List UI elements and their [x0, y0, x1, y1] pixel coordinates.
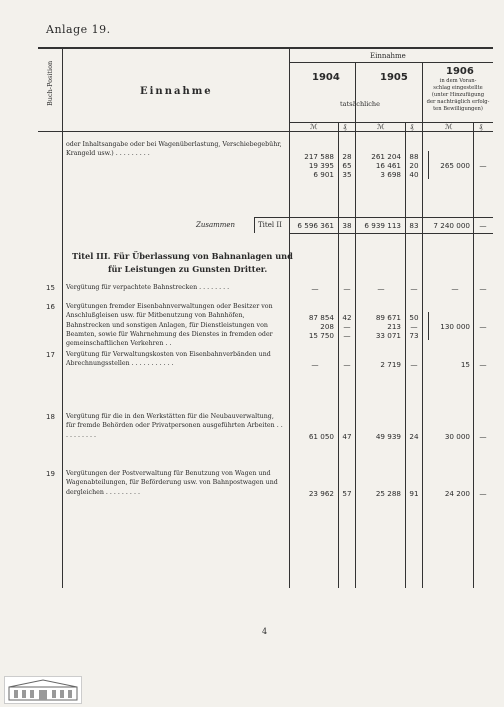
row-19-1904: 23 962	[308, 489, 334, 498]
row-19-1905: 25 288	[375, 489, 401, 498]
row-16-1905-a: 89 671	[375, 313, 401, 322]
row-16-1905-pf-a: 50	[409, 313, 419, 322]
zusammen-top-rule	[254, 217, 493, 218]
row-19-1904-pf: 57	[342, 489, 352, 498]
col-1904-pf-rule	[338, 122, 339, 588]
year-1906-header: 1906	[446, 66, 474, 77]
row-16-1905-pf-b: —	[410, 322, 418, 331]
row-18-1906: 30 000	[444, 432, 470, 441]
library-logo	[4, 676, 82, 704]
row-16-text: Vergütungen fremder Eisenbahnverwaltungen oder Besitzer von Anschlußgleisen usw. für Mitbenutzung von Bahnhöfen, Bahnstrecken und sonstigen Anlagen, für Dienstleistungen von Beamten, sowie für Wahrnehmung des Dienstes in fremden oder gemeinschaftlichen Verkehren . .	[66, 303, 273, 348]
year-1904-header: 1904	[312, 72, 340, 83]
row-18-1906-pf: —	[479, 432, 487, 441]
col-1906-pf-rule	[473, 122, 474, 588]
row-19-text: Vergütungen der Postverwaltung für Benutzung von Wagen und Wagenabteilungen, für Beförderung usw. von Bahnpostwagen und dergleichen . . . . . . . . .	[66, 470, 278, 496]
row-18-1905: 49 939	[375, 432, 401, 441]
zusammen-1905-pf: 83	[409, 221, 419, 230]
zusammen-label: Zusammen	[196, 221, 236, 229]
row-16-1904-a: 87 854	[308, 313, 334, 322]
note-1906-line5: ten Bewilligungen)	[433, 106, 483, 112]
anlage-label: Anlage 19.	[46, 23, 111, 36]
zusammen-1906-pf: —	[479, 221, 487, 230]
row-19-number: 19	[46, 470, 55, 478]
zusammen-bottom-rule	[289, 233, 493, 234]
row-18-1904: 61 050	[308, 432, 334, 441]
row-17-1906: 15	[460, 360, 470, 369]
row-carry-1905-b: 16 461	[375, 161, 401, 170]
unit-mark-1906: ℳ	[445, 123, 453, 131]
row-16-1904-b: 208	[320, 322, 334, 331]
row-18-text: Vergütung für die in den Werkstätten für die Neubauverwaltung, für fremde Behörden oder Privatpersonen ausgeführten Arbeiten . . . . . . . . . .	[66, 413, 283, 439]
row-19-1906: 24 200	[444, 489, 470, 498]
row-15-1906: —	[451, 284, 459, 293]
zusammen-1904-pf: 38	[342, 221, 352, 230]
row-19-1905-pf: 91	[409, 489, 419, 498]
row-carry-1905-pf-b: 20	[409, 161, 419, 170]
titel3-heading-line2: für Leistungen zu Gunsten Dritter.	[108, 264, 268, 274]
row-16-1906-pf: —	[479, 322, 487, 331]
row-17-1905-pf: —	[410, 360, 418, 369]
row-carry-1904-c: 6 901	[313, 170, 334, 179]
unit-mark-1905: ℳ	[377, 123, 385, 131]
row-carry-1904-pf-b: 65	[342, 161, 352, 170]
titel-box-left-rule	[254, 217, 255, 233]
row-15-text: Vergütung für verpachtete Bahnstrecken . . . . . . . .	[66, 284, 230, 291]
row-carry-1904-a: 217 588	[304, 152, 334, 161]
note-1906-line3: (unter Hinzufügung	[431, 92, 485, 98]
row-carry-1905-a: 261 204	[371, 152, 401, 161]
row-carry-text: oder Inhaltsangabe oder bei Wagenüberlastung, Verschiebegebühr, Krangeld usw.) . . . . . . . . .	[66, 141, 282, 158]
row-15-1904-pf: —	[343, 284, 351, 293]
note-1906-line1: in dem Voran-	[439, 78, 477, 84]
row-carry-1905-pf-a: 88	[409, 152, 419, 161]
row-15-1904: —	[311, 284, 319, 293]
row-19-1906-pf: —	[479, 489, 487, 498]
row-carry-1904-pf-c: 35	[342, 170, 352, 179]
row-16-1906: 130 000	[440, 322, 470, 331]
row-18-number: 18	[46, 413, 55, 421]
header-bottom-rule	[38, 131, 493, 132]
row-16-number: 16	[46, 303, 55, 311]
row-15-number: 15	[46, 284, 55, 292]
row-17-1906-pf: —	[479, 360, 487, 369]
top-rule	[38, 47, 493, 49]
row-16-1904-pf-a: 42	[342, 313, 352, 322]
page-number: 4	[262, 627, 268, 636]
row-carry-1904-pf-a: 28	[342, 152, 352, 161]
row-17-number: 17	[46, 351, 55, 359]
unit-pf-1904: ₰	[343, 123, 347, 131]
row-carry-1904-b: 19 395	[308, 161, 334, 170]
row-16-1904-pf-b: —	[343, 322, 351, 331]
row-carry-1905-c: 3 698	[380, 170, 401, 179]
tatsaechliche-label: tatsächliche	[340, 100, 380, 108]
col-1905-pf-rule	[405, 122, 406, 588]
row-16-1905-b: 213	[387, 322, 401, 331]
row-17-1904-pf: —	[343, 360, 351, 369]
row-15-1906-pf: —	[479, 284, 487, 293]
einnahme-subheader-rule	[289, 62, 493, 63]
zusammen-titel: Titel II	[258, 221, 282, 229]
titel3-heading-line1: Titel III. Für Überlassung von Bahnanlagen und	[72, 251, 293, 261]
row-17-1904: —	[311, 360, 319, 369]
note-1906-line2: schlag eingestellte	[433, 85, 483, 91]
row-17-1905: 2 719	[380, 360, 401, 369]
row-15-1905: —	[377, 284, 385, 293]
row-carry-1906-pf: —	[479, 161, 487, 170]
row-17-text: Vergütung für Verwaltungskosten von Eisenbahnverbänden und Abrechnungsstellen . . . . . . . . . . .	[66, 351, 271, 368]
zusammen-1904: 6 596 361	[297, 221, 334, 230]
row-18-1905-pf: 24	[409, 432, 419, 441]
zusammen-1905: 6 939 113	[364, 221, 401, 230]
row-16-1905-pf-c: 73	[409, 331, 419, 340]
row-carry-1905-pf-c: 40	[409, 170, 419, 179]
unit-pf-1906: ₰	[479, 123, 483, 131]
position-column-header: Buch-Position	[46, 60, 54, 106]
row-16-1904-pf-c: —	[343, 331, 351, 340]
unit-pf-1905: ₰	[410, 123, 414, 131]
building-icon	[5, 677, 81, 703]
row-carry-1906: 265 000	[440, 161, 470, 170]
zusammen-1906: 7 240 000	[433, 221, 470, 230]
row-18-1904-pf: 47	[342, 432, 352, 441]
row-15-1905-pf: —	[410, 284, 418, 293]
year-1905-header: 1905	[380, 72, 408, 83]
row-16-1904-c: 15 750	[308, 331, 334, 340]
einnahme-top-header: Einnahme	[370, 52, 406, 60]
einnahme-column-header: Einnahme	[140, 86, 213, 97]
row-16-1905-c: 33 071	[375, 331, 401, 340]
note-1906-line4: der nachträglich erfolg-	[426, 99, 490, 105]
unit-mark-1904: ℳ	[310, 123, 318, 131]
position-column-rule	[62, 48, 63, 588]
units-rule	[289, 122, 493, 123]
